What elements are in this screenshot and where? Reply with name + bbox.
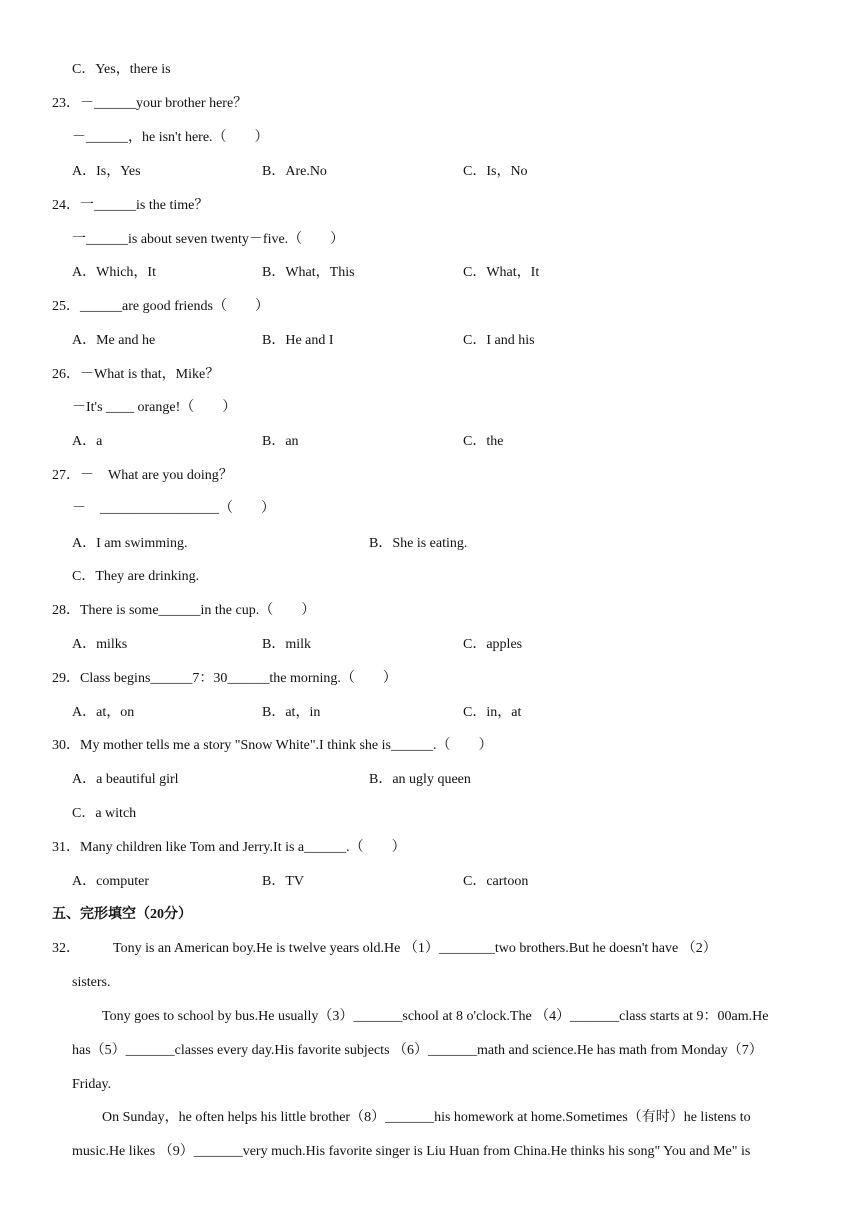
q23-prompt: 23．－______your brother here？ (52, 96, 248, 111)
section-heading-cloze: 五、完形填空（20分） (52, 907, 192, 922)
cloze-line-4: has（5）_______classes every day.His favorite subjects （6）_______math and science.He has math from Monday（7） (72, 1043, 763, 1058)
q23-option-b: B．Are.No (262, 164, 327, 179)
q23-option-c: C．Is，No (463, 164, 528, 179)
q25-option-c: C．I and his (463, 333, 535, 348)
q25-option-a: A．Me and he (72, 333, 156, 348)
cloze-line-2: sisters. (72, 975, 111, 990)
q27-prompt: 27．－ What are you doing？ (52, 468, 233, 483)
q24-option-c: C．What，It (463, 265, 540, 280)
q31-option-a: A．computer (72, 874, 149, 889)
q26-option-c: C．the (463, 434, 504, 449)
q27-option-b: B．She is eating. (369, 536, 468, 551)
q31-prompt: 31．Many children like Tom and Jerry.It is a______.（ ） (52, 840, 406, 855)
q28-option-a: A．milks (72, 637, 128, 652)
q24-option-a: A．Which，It (72, 265, 156, 280)
q22-option-c: C．Yes，there is (72, 62, 171, 77)
q27-option-a: A．I am swimming. (72, 536, 188, 551)
q31-option-b: B．TV (262, 874, 304, 889)
cloze-line-1: Tony is an American boy.He is twelve years old.He （1）________two brothers.But he doesn't have （2） (113, 941, 717, 956)
q32-number: 32． (52, 941, 80, 956)
q26-prompt: 26．－What is that，Mike？ (52, 367, 220, 382)
q23-reply: －______，he isn't here.（ ） (72, 130, 269, 145)
q25-prompt: 25．______are good friends（ ） (52, 299, 269, 314)
q24-option-b: B．What，This (262, 265, 355, 280)
q29-option-c: C．in，at (463, 705, 522, 720)
q30-option-b: B．an ugly queen (369, 772, 471, 787)
q25-option-b: B．He and I (262, 333, 334, 348)
q28-option-b: B．milk (262, 637, 312, 652)
q27-option-c: C．They are drinking. (72, 569, 200, 584)
q23-option-a: A．Is，Yes (72, 164, 141, 179)
q30-prompt: 30．My mother tells me a story "Snow White".I think she is______.（ ） (52, 738, 493, 753)
cloze-line-3: Tony goes to school by bus.He usually（3）_______school at 8 o'clock.The （4）_______class starts at 9：00am.He (102, 1009, 769, 1024)
q31-option-c: C．cartoon (463, 874, 529, 889)
q28-option-c: C．apples (463, 637, 523, 652)
cloze-line-5: Friday. (72, 1077, 112, 1092)
q26-option-a: A．a (72, 434, 103, 449)
q28-prompt: 28．There is some______in the cup.（ ） (52, 603, 316, 618)
q24-prompt: 24．一______is the time？ (52, 198, 209, 213)
q29-option-a: A．at，on (72, 705, 135, 720)
q27-reply: － _________________（ ） (72, 501, 275, 516)
q29-prompt: 29．Class begins______7：30______the morning.（ ） (52, 671, 397, 686)
q24-reply: 一______is about seven twenty－five.（ ） (72, 232, 345, 247)
cloze-line-6: On Sunday，he often helps his little brother（8）_______his homework at home.Sometimes（有时）he listens to (102, 1110, 751, 1125)
q26-reply: －It's ____ orange!（ ） (72, 400, 237, 415)
q30-option-c: C．a witch (72, 806, 137, 821)
q26-option-b: B．an (262, 434, 299, 449)
q30-option-a: A．a beautiful girl (72, 772, 179, 787)
q29-option-b: B．at，in (262, 705, 321, 720)
cloze-line-7: music.He likes （9）_______very much.His favorite singer is Liu Huan from China.He thinks his song" You and Me" is (72, 1144, 751, 1159)
